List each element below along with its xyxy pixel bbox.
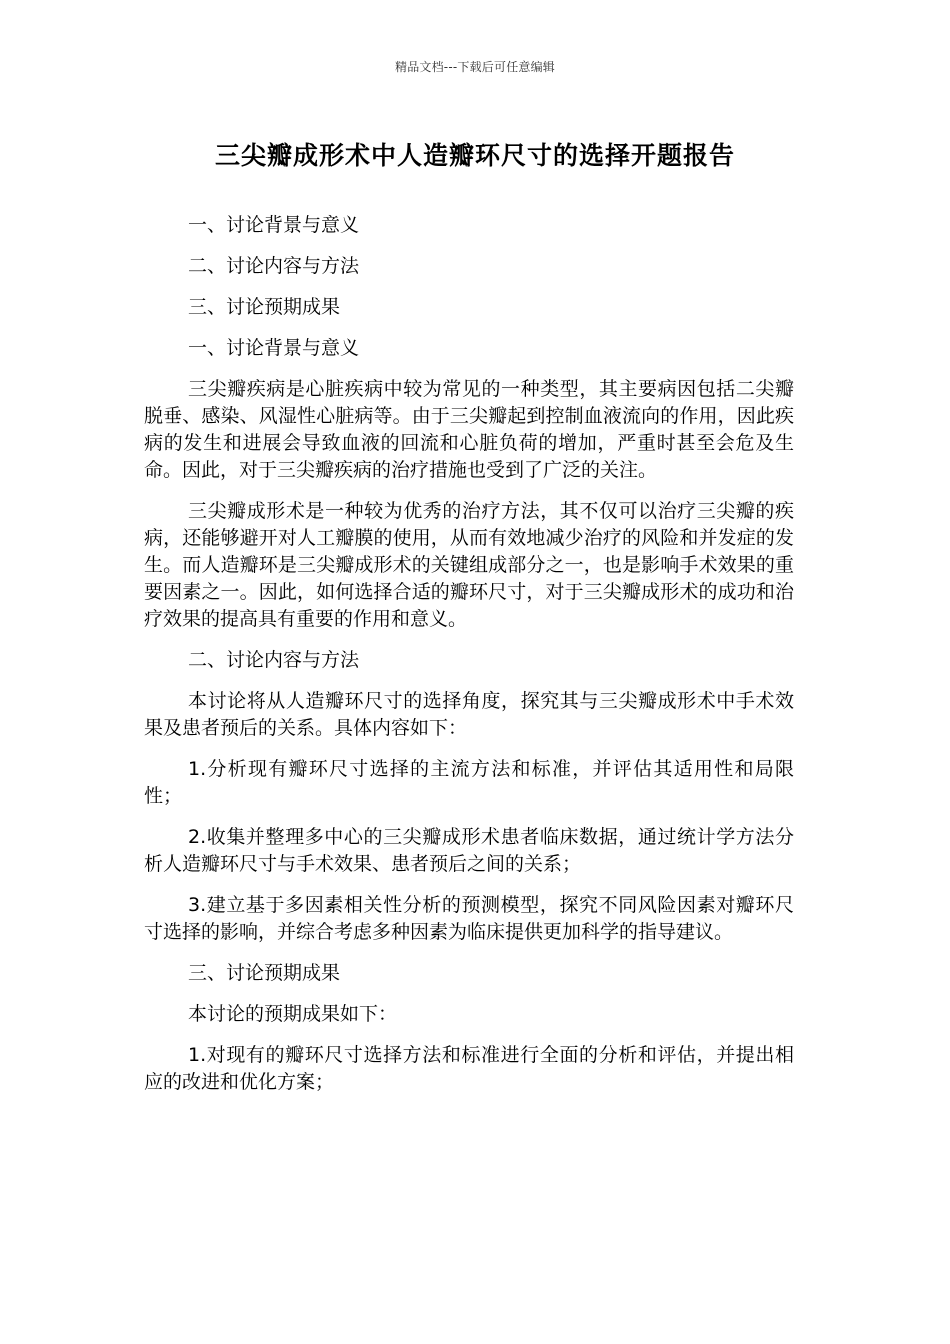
section-heading-outcomes: 三、讨论预期成果 — [188, 962, 341, 984]
section-content — [144, 647, 794, 946]
background-paragraph-1: 三尖瓣疾病是心脏疾病中较为常见的一种类型，其主要病因包括二尖瓣脱垂、感染、风湿性心脏病等。由于三尖瓣起到控制血液流向的作用，因此疾病的发生和进展会导致血液的回流和心脏负荷的增加，严重时甚至会危及生命。因此，对于三尖瓣疾病的治疗措施也受到了广泛的关注。 — [144, 378, 794, 481]
outcomes-item-1: 1.对现有的瓣环尺寸选择方法和标准进行全面的分析和评估，并提出相应的改进和优化方案； — [144, 1044, 794, 1093]
background-paragraph-2: 三尖瓣成形术是一种较为优秀的治疗方法，其不仅可以治疗三尖瓣的疾病，还能够避开对人工瓣膜的使用，从而有效地减少治疗的风险和并发症的发生。而人造瓣环是三尖瓣成形术的关键组成部分之一，也是影响手术效果的重要因素之一。因此，如何选择合适的瓣环尺寸，对于三尖瓣成形术的成功和治疗效果的提高具有重要的作用和意义。 — [144, 500, 794, 630]
section-outcomes — [144, 960, 794, 1096]
content-item-3: 3.建立基于多因素相关性分析的预测模型，探究不同风险因素对瓣环尺寸选择的影响，并综合考虑多种因素为临床提供更加科学的指导建议。 — [144, 894, 794, 943]
section-background — [144, 335, 794, 633]
toc-item-background: 一、讨论背景与意义 — [188, 214, 360, 236]
table-of-contents — [144, 212, 794, 321]
document-title: 三尖瓣成形术中人造瓣环尺寸的选择开题报告 — [214, 141, 735, 170]
section-heading-background: 一、讨论背景与意义 — [188, 337, 360, 359]
header-note: 精品文档---下载后可任意编辑 — [395, 60, 555, 74]
outcomes-intro: 本讨论的预期成果如下： — [188, 1003, 398, 1025]
section-heading-content: 二、讨论内容与方法 — [188, 649, 360, 671]
content-item-2: 2.收集并整理多中心的三尖瓣成形术患者临床数据，通过统计学方法分析人造瓣环尺寸与手术效果、患者预后之间的关系； — [144, 826, 794, 875]
document-body — [144, 212, 794, 1110]
toc-item-content: 二、讨论内容与方法 — [188, 255, 360, 277]
toc-item-outcomes: 三、讨论预期成果 — [188, 296, 341, 318]
content-item-1: 1.分析现有瓣环尺寸选择的主流方法和标准，并评估其适用性和局限性； — [144, 758, 794, 807]
content-intro: 本讨论将从人造瓣环尺寸的选择角度，探究其与三尖瓣成形术中手术效果及患者预后的关系。具体内容如下： — [144, 690, 794, 739]
